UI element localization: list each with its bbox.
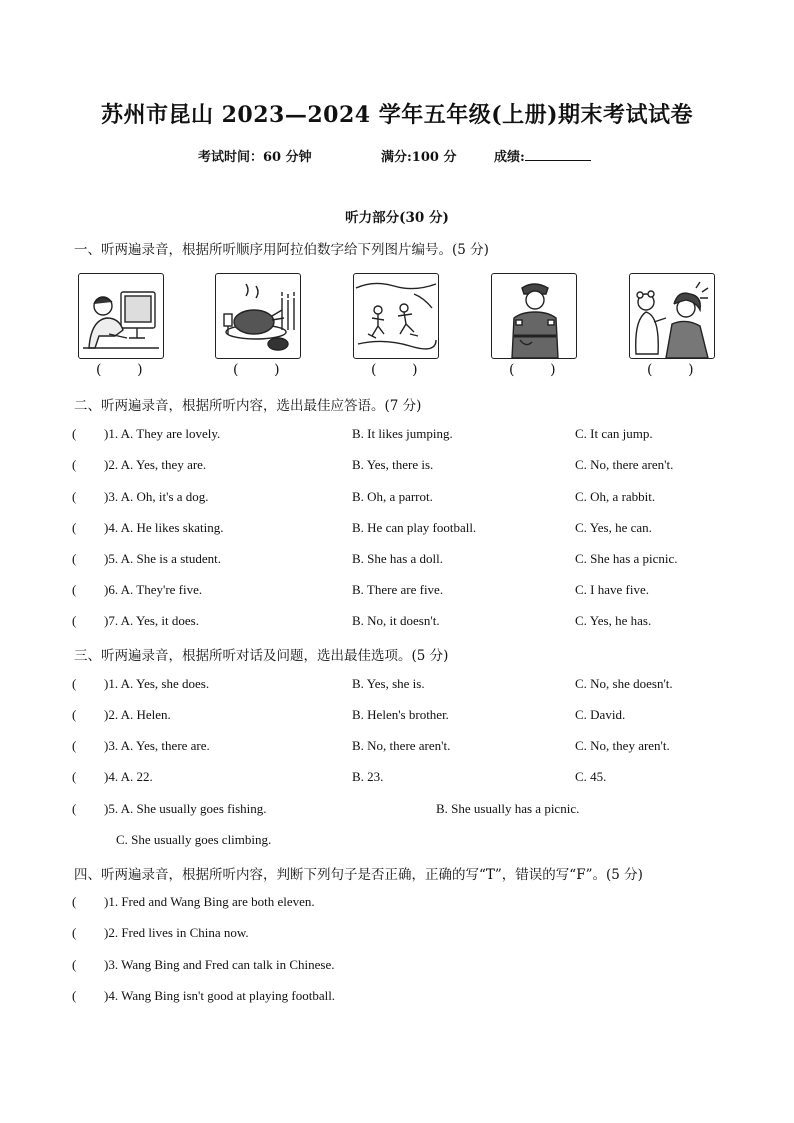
part2-heading: 二、听两遍录音，根据所听内容，选出最佳应答语。(7 分) — [74, 398, 422, 414]
question-row-continued — [72, 832, 732, 852]
answer-blank-2[interactable]: ( ) — [233, 362, 280, 378]
question-row — [72, 457, 732, 477]
option-a: )3. A. Oh, it's a dog. — [104, 489, 209, 504]
answer-paren[interactable]: ( — [72, 769, 77, 784]
option-c: C. David. — [575, 707, 626, 722]
part3-heading: 三、听两遍录音，根据所听对话及问题，选出最佳选项。(5 分) — [74, 648, 449, 664]
question-row — [72, 489, 732, 509]
statement-row — [72, 957, 732, 977]
statement-row — [72, 894, 732, 914]
option-b: B. She usually has a picnic. — [436, 801, 580, 816]
skaters-image — [353, 273, 439, 359]
answer-paren[interactable]: ( — [72, 894, 77, 909]
option-b: B. No, there aren't. — [352, 738, 451, 753]
option-b: B. Oh, a parrot. — [352, 489, 433, 504]
option-b: B. Yes, she is. — [352, 676, 425, 691]
answer-paren[interactable]: ( — [72, 988, 77, 1003]
answer-paren[interactable]: ( — [72, 707, 77, 722]
option-a: )6. A. They're five. — [104, 582, 203, 597]
answer-blank-3[interactable]: ( ) — [371, 362, 418, 378]
option-a: )1. A. Yes, she does. — [104, 676, 210, 691]
option-a: )5. A. She is a student. — [104, 551, 221, 566]
picture-row — [0, 273, 794, 383]
answer-paren[interactable]: ( — [72, 551, 77, 566]
answer-paren[interactable]: ( — [72, 426, 77, 441]
option-a: )2. A. Yes, they are. — [104, 457, 207, 472]
part1-heading: 一、听两遍录音，根据所听顺序用阿拉伯数字给下列图片编号。(5 分) — [74, 242, 489, 258]
option-b: B. Yes, there is. — [352, 457, 434, 472]
option-a: )2. A. Helen. — [104, 707, 171, 722]
option-c: C. Yes, he can. — [575, 520, 652, 535]
statement-row — [72, 925, 732, 945]
statement-text: )3. Wang Bing and Fred can talk in Chinese. — [104, 957, 335, 972]
option-c: C. No, she doesn't. — [575, 676, 673, 691]
full-score: 满分:100 分 — [381, 150, 457, 165]
option-c: C. She has a picnic. — [575, 551, 678, 566]
question-row — [72, 426, 732, 446]
option-b: B. 23. — [352, 769, 384, 784]
policeman-image — [491, 273, 577, 359]
question-row — [72, 707, 732, 727]
question-row — [72, 582, 732, 602]
option-a: )4. A. He likes skating. — [104, 520, 224, 535]
statement-text: )4. Wang Bing isn't good at playing football. — [104, 988, 336, 1003]
grade-label: 成绩: — [494, 150, 525, 165]
grade-field[interactable] — [494, 146, 525, 165]
answer-blank-4[interactable]: ( ) — [509, 362, 556, 378]
option-c: C. No, there aren't. — [575, 457, 674, 472]
option-b: B. He can play football. — [352, 520, 477, 535]
question-row — [72, 613, 732, 633]
answer-paren[interactable]: ( — [72, 957, 77, 972]
bear-and-girl-image — [629, 273, 715, 359]
grade-blank-line[interactable] — [525, 146, 591, 161]
answer-paren[interactable]: ( — [72, 676, 77, 691]
option-b: B. Helen's brother. — [352, 707, 449, 722]
answer-paren[interactable]: ( — [72, 925, 77, 940]
exam-title: 苏州市昆山 2023—2024 学年五年级(上册)期末考试试卷 — [100, 102, 694, 128]
option-c: C. It can jump. — [575, 426, 653, 441]
option-a: )1. A. They are lovely. — [104, 426, 221, 441]
option-a: )3. A. Yes, there are. — [104, 738, 210, 753]
option-a: )4. A. 22. — [104, 769, 153, 784]
answer-paren[interactable]: ( — [72, 738, 77, 753]
answer-paren[interactable]: ( — [72, 489, 77, 504]
question-row — [72, 801, 732, 821]
statement-text: )2. Fred lives in China now. — [104, 925, 249, 940]
option-c: C. Oh, a rabbit. — [575, 489, 656, 504]
option-c: C. She usually goes climbing. — [116, 832, 272, 847]
statement-text: )1. Fred and Wang Bing are both eleven. — [104, 894, 315, 909]
answer-blank-1[interactable]: ( ) — [96, 362, 143, 378]
option-b: B. No, it doesn't. — [352, 613, 440, 628]
answer-paren[interactable]: ( — [72, 801, 77, 816]
answer-paren[interactable]: ( — [72, 520, 77, 535]
part4-heading: 四、听两遍录音，根据所听内容，判断下列句子是否正确，正确的写“T”，错误的写“F”。(5 分) — [74, 867, 643, 883]
answer-paren[interactable]: ( — [72, 613, 77, 628]
question-row — [72, 551, 732, 571]
option-b: B. There are five. — [352, 582, 444, 597]
boy-at-computer-image — [78, 273, 164, 359]
question-row — [72, 520, 732, 540]
option-c: C. Yes, he has. — [575, 613, 652, 628]
question-row — [72, 676, 732, 696]
answer-paren[interactable]: ( — [72, 457, 77, 472]
answer-blank-5[interactable]: ( ) — [647, 362, 694, 378]
roast-turkey-image — [215, 273, 301, 359]
option-b: B. She has a doll. — [352, 551, 443, 566]
option-a: )7. A. Yes, it does. — [104, 613, 199, 628]
option-c: C. 45. — [575, 769, 607, 784]
answer-paren[interactable]: ( — [72, 582, 77, 597]
statement-row — [72, 988, 732, 1008]
exam-time: 考试时间：60 分钟 — [198, 150, 312, 165]
option-c: C. No, they aren't. — [575, 738, 670, 753]
option-c: C. I have five. — [575, 582, 650, 597]
listening-section-title: 听力部分(30 分) — [345, 210, 449, 226]
option-a: )5. A. She usually goes fishing. — [104, 801, 267, 816]
question-row — [72, 769, 732, 789]
question-row — [72, 738, 732, 758]
option-b: B. It likes jumping. — [352, 426, 453, 441]
